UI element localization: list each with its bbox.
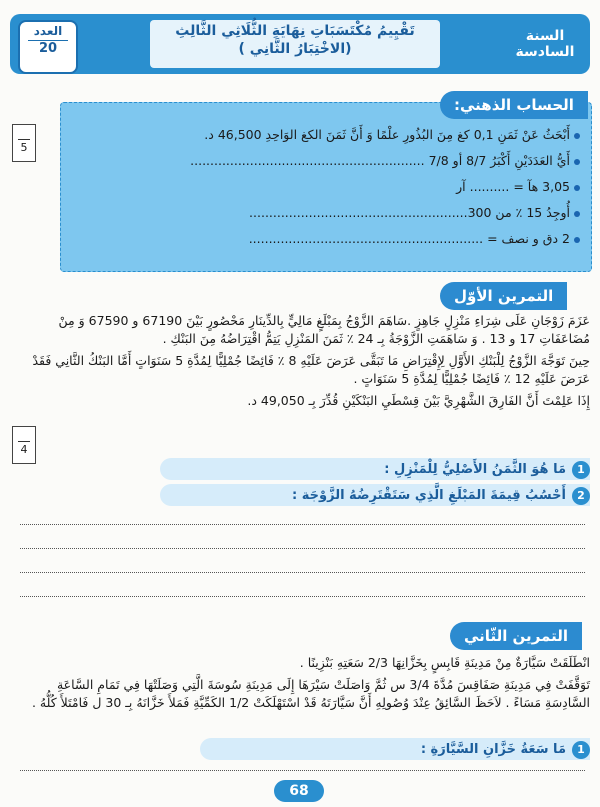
bullet-icon: [574, 185, 580, 191]
answer-line[interactable]: [20, 770, 585, 771]
exercise1-paragraph1: عَزَمَ زَوْجَانِ عَلَى شِرَاءِ مَنْزِلٍ جَاهِزٍ .سَاهَمَ الزَّوْجُ بِمَبْلَغٍ مَالِيٍّ بِالدِّينَارِ مَحْصُورٍ بَيْنَ 67190 و 67590 وَ مِنْ مُضَاعَفَاتِ 17 و 13 . وَ سَاهَمَتِ الزَّوْجَةُ بِـ 24 ٪ ثَمَنَ المَنْزِلِ يَتِمُّ اقْتِرَاضُهُ مِنَ البَنْكِ .: [58, 313, 590, 346]
exercise1-heading: التمرين الأوّل: [440, 282, 567, 310]
answer-line[interactable]: [20, 524, 585, 525]
q1-text: مَا هُوَ الثَّمَنُ الأَصْلِيُّ لِلْمَنْزِلِ :: [384, 462, 566, 477]
grade-line2: السادسة: [515, 44, 575, 60]
bullet-icon: [574, 159, 580, 165]
bullet-icon: [574, 133, 580, 139]
exercise1-q1: [160, 458, 590, 480]
issue-number: 20: [28, 40, 68, 56]
q1-text: مَا سَعَةُ خَزَّانِ السَّيَّارَةِ :: [420, 742, 566, 757]
page-subtitle: (الاخْتِبَارُ الثَّانِي ): [238, 41, 352, 57]
score-blank: [18, 429, 30, 442]
exercise1-paragraph2: حِينَ تَوَجَّهَ الزَّوْجُ لِلْبَنْكِ الأَوَّلِ لِإِقْتِرَاضِ مَا تَبَقَّى عَرَضَ عَلَيْهِ 8 ٪ فَائِضًا جُمْلِيًّا لِمُدَّةِ 5 سَنَوَاتٍ أَمَّا البَنْكُ الثَّانِي فَقَدْ عَرَضَ عَلَيْهِ 12 ٪ فَائِضًا جُمْلِيًّا لِمُدَّةِ 5 سَنَوَاتٍ .: [32, 353, 590, 386]
score-blank: [18, 127, 30, 140]
page-number: 68: [274, 780, 324, 802]
page-title: تَقْيِيمُ مُكْتَسَبَاتِ نِهَايَةِ الثُّلَاثِي الثَّالِثِ: [175, 23, 415, 39]
mental-math-heading: الحساب الذهني:: [440, 91, 588, 119]
mm-item-5: 2 دق و نصف = ...........................................................: [70, 230, 580, 248]
exercise1-score-box: [12, 426, 36, 464]
q1-number: 1: [572, 461, 590, 479]
answer-line[interactable]: [20, 572, 585, 573]
exercise1-q2: [160, 484, 590, 506]
mental-math-score-box: [12, 124, 36, 162]
mm-item-4: أُوجِدُ 15 ٪ من 300.......................................................: [70, 204, 580, 222]
mental-math-score-total: 5: [20, 141, 28, 154]
mm-item-2: أَيُّ العَدَدَيْنِ أَكْبَرُ 8/7 أو 7/8 ...........................................................: [70, 152, 580, 170]
header-title-box: [150, 20, 440, 68]
mm-item-3: 3,05 هآ = .......... آر: [70, 178, 580, 196]
q2-text: أَحْسُبُ قِيمَةَ المَبْلَغِ الَّذِي سَتَقْتَرِضُهُ الزَّوْجَة :: [292, 488, 566, 503]
answer-line[interactable]: [20, 548, 585, 549]
exercise2-q1: [200, 738, 590, 760]
answer-line[interactable]: [20, 596, 585, 597]
exercise2-heading: التمرين الثّاني: [450, 622, 582, 650]
issue-badge: [18, 20, 78, 74]
q1-number: 1: [572, 741, 590, 759]
exercise2-paragraph2: تَوَقَّفَتْ فِي مَدِينَةِ صَفَاقِسَ مُدَّةَ 3/4 س ثُمَّ وَاصَلَتْ سَيْرَهَا إِلَى مَدِينَةِ سُوسَةَ الَّتِي وَصَلَتْهَا فِي تَمَامِ السَّاعَةِ السَّادِسَةِ مَسَاءً . لاَحَظَ السَّائِقُ عِنْدَ وُصُولِهِ أَنَّ سَيَّارَتَهُ قَدْ اسْتَهْلَكَتْ 1/2 الكَمِّيَّةِ فَمَلأَ خَزَّانَهُ بِـ 30 ل فَامْتَلأَ كُلُّهُ .: [31, 677, 590, 710]
bullet-icon: [574, 211, 580, 217]
q2-number: 2: [572, 487, 590, 505]
bullet-icon: [574, 237, 580, 243]
grade-tab: [500, 14, 590, 74]
grade-line1: السنة: [525, 28, 565, 44]
exercise2-paragraph1: انْطَلَقَتْ سَيَّارَةٌ مِنْ مَدِينَةِ قَابِسٍ بِخَزَّانِهَا 2/3 سَعَتِهِ بَنْزِينًا .: [299, 655, 590, 670]
exercise1-score-total: 4: [20, 443, 28, 456]
exercise1-paragraph3: إِذَا عَلِمْتَ أَنَّ الفَارِقَ الشَّهْرِيَّ بَيْنَ قِسْطَيِ البَنْكَيْنِ قُدِّرَ بِـ 49,050 د.: [247, 393, 590, 408]
issue-label: العدد: [33, 24, 63, 38]
mm-item-1: أَبْحَثُ عَنْ ثَمَنِ 0,1 كغ مِنَ البُذُورِ علْمًا وَ أَنَّ ثَمَنَ الكغ الوَاحِدِ 46,500 د.: [70, 126, 580, 144]
